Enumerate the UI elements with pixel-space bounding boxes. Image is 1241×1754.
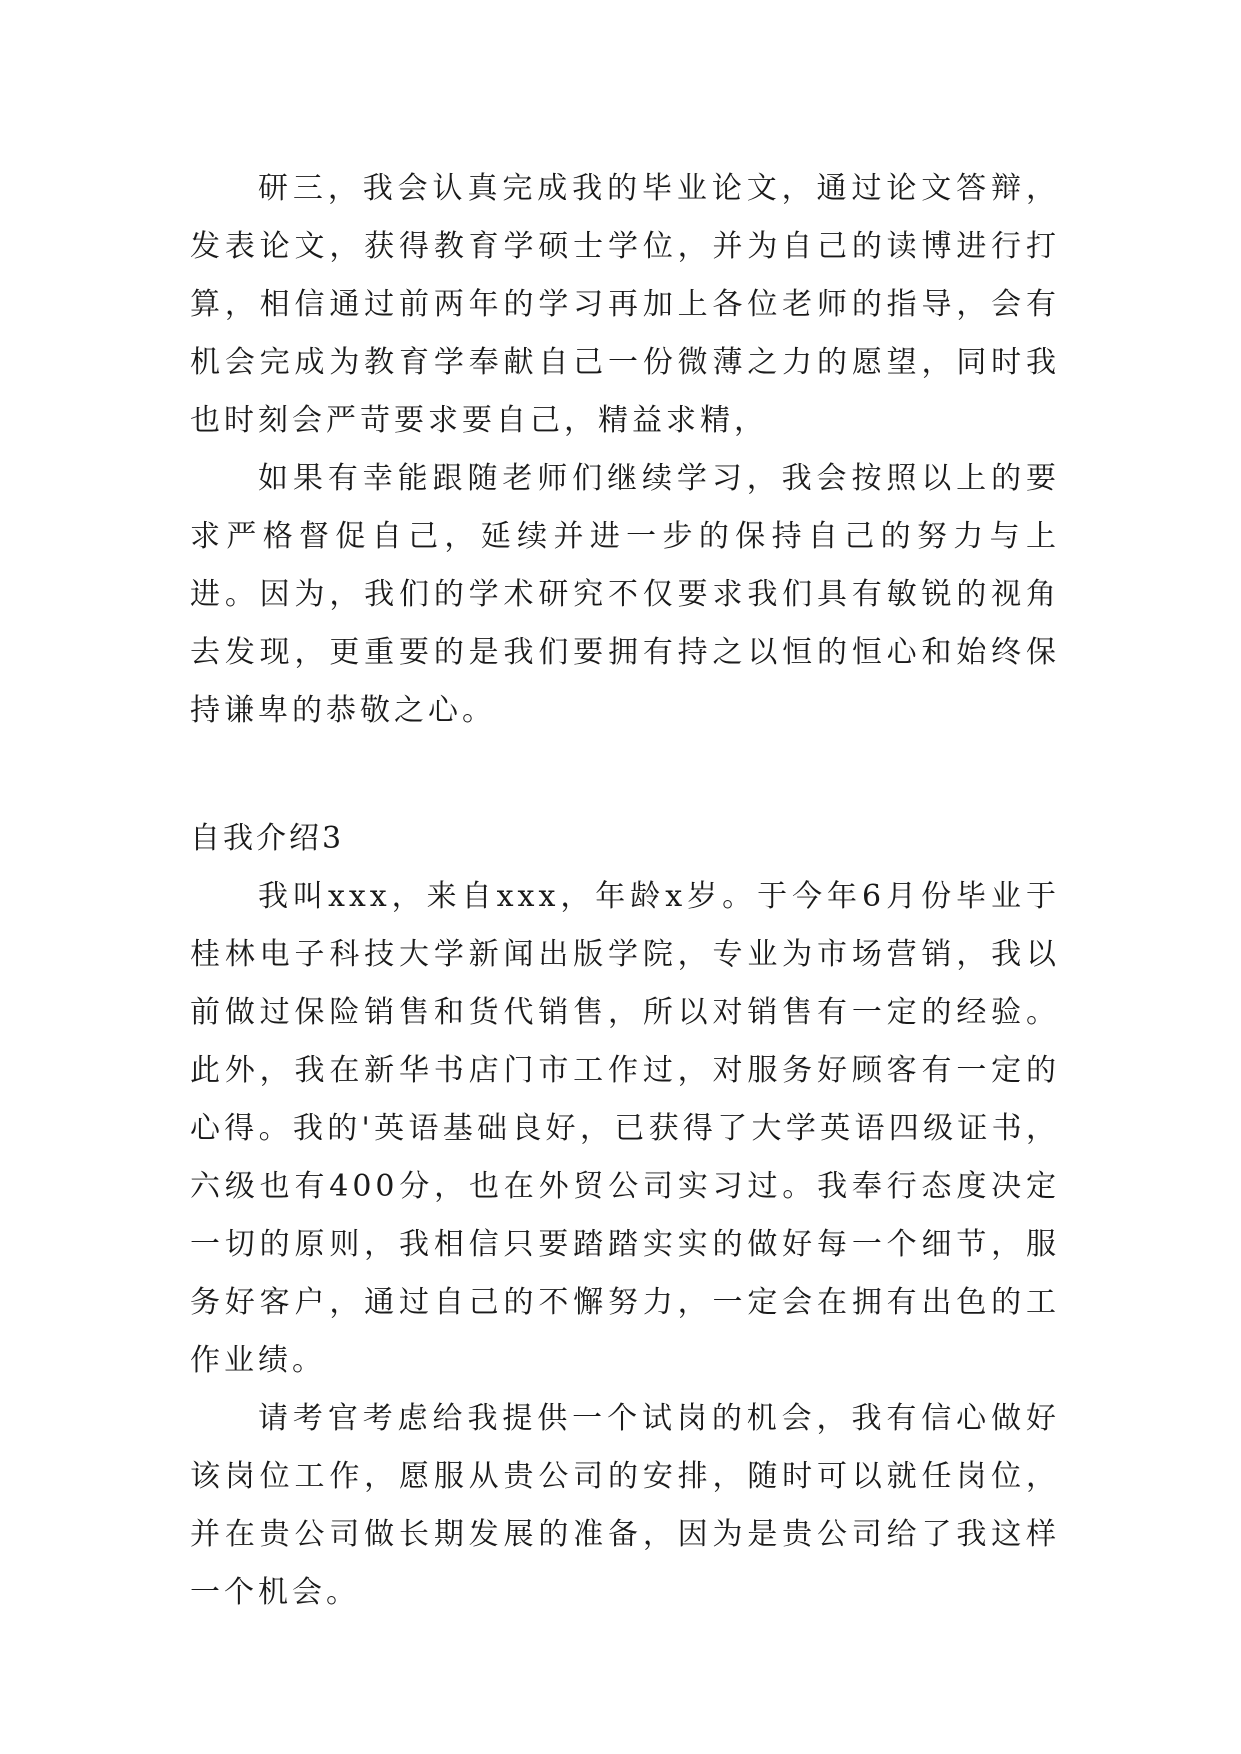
section-heading: 自我介绍3 bbox=[190, 821, 345, 856]
document-body bbox=[190, 160, 1060, 1622]
paragraph-job-request: 请考官考虑给我提供一个试岗的机会，我有信心做好该岗位工作，愿服从贵公司的安排，随时可以就任岗位，并在贵公司做长期发展的准备，因为是贵公司给了我这样一个机会。 bbox=[190, 1401, 1060, 1610]
paragraph-research-plan: 研三，我会认真完成我的毕业论文，通过论文答辩，发表论文，获得教育学硕士学位，并为自己的读博进行打算，相信通过前两年的学习再加上各位老师的指导，会有机会完成为教育学奉献自己一份微薄之力的愿望，同时我也时刻会严苛要求要自己，精益求精， bbox=[190, 171, 1060, 438]
paragraph-self-introduction: 我叫xxx，来自xxx，年龄x岁。于今年6月份毕业于桂林电子科技大学新闻出版学院，专业为市场营销，我以前做过保险销售和货代销售，所以对销售有一定的经验。此外，我在新华书店门市工作过，对服务好顾客有一定的心得。我的'英语基础良好，已获得了大学英语四级证书，六级也有400分，也在外贸公司实习过。我奉行态度决定一切的原则，我相信只要踏踏实实的做好每一个细节，服务好客户，通过自己的不懈努力，一定会在拥有出色的工作业绩。 bbox=[190, 879, 1060, 1378]
paragraph-continue-study: 如果有幸能跟随老师们继续学习，我会按照以上的要求严格督促自己，延续并进一步的保持自己的努力与上进。因为，我们的学术研究不仅要求我们具有敏锐的视角去发现，更重要的是我们要拥有持之以恒的恒心和始终保持谦卑的恭敬之心。 bbox=[190, 461, 1060, 728]
